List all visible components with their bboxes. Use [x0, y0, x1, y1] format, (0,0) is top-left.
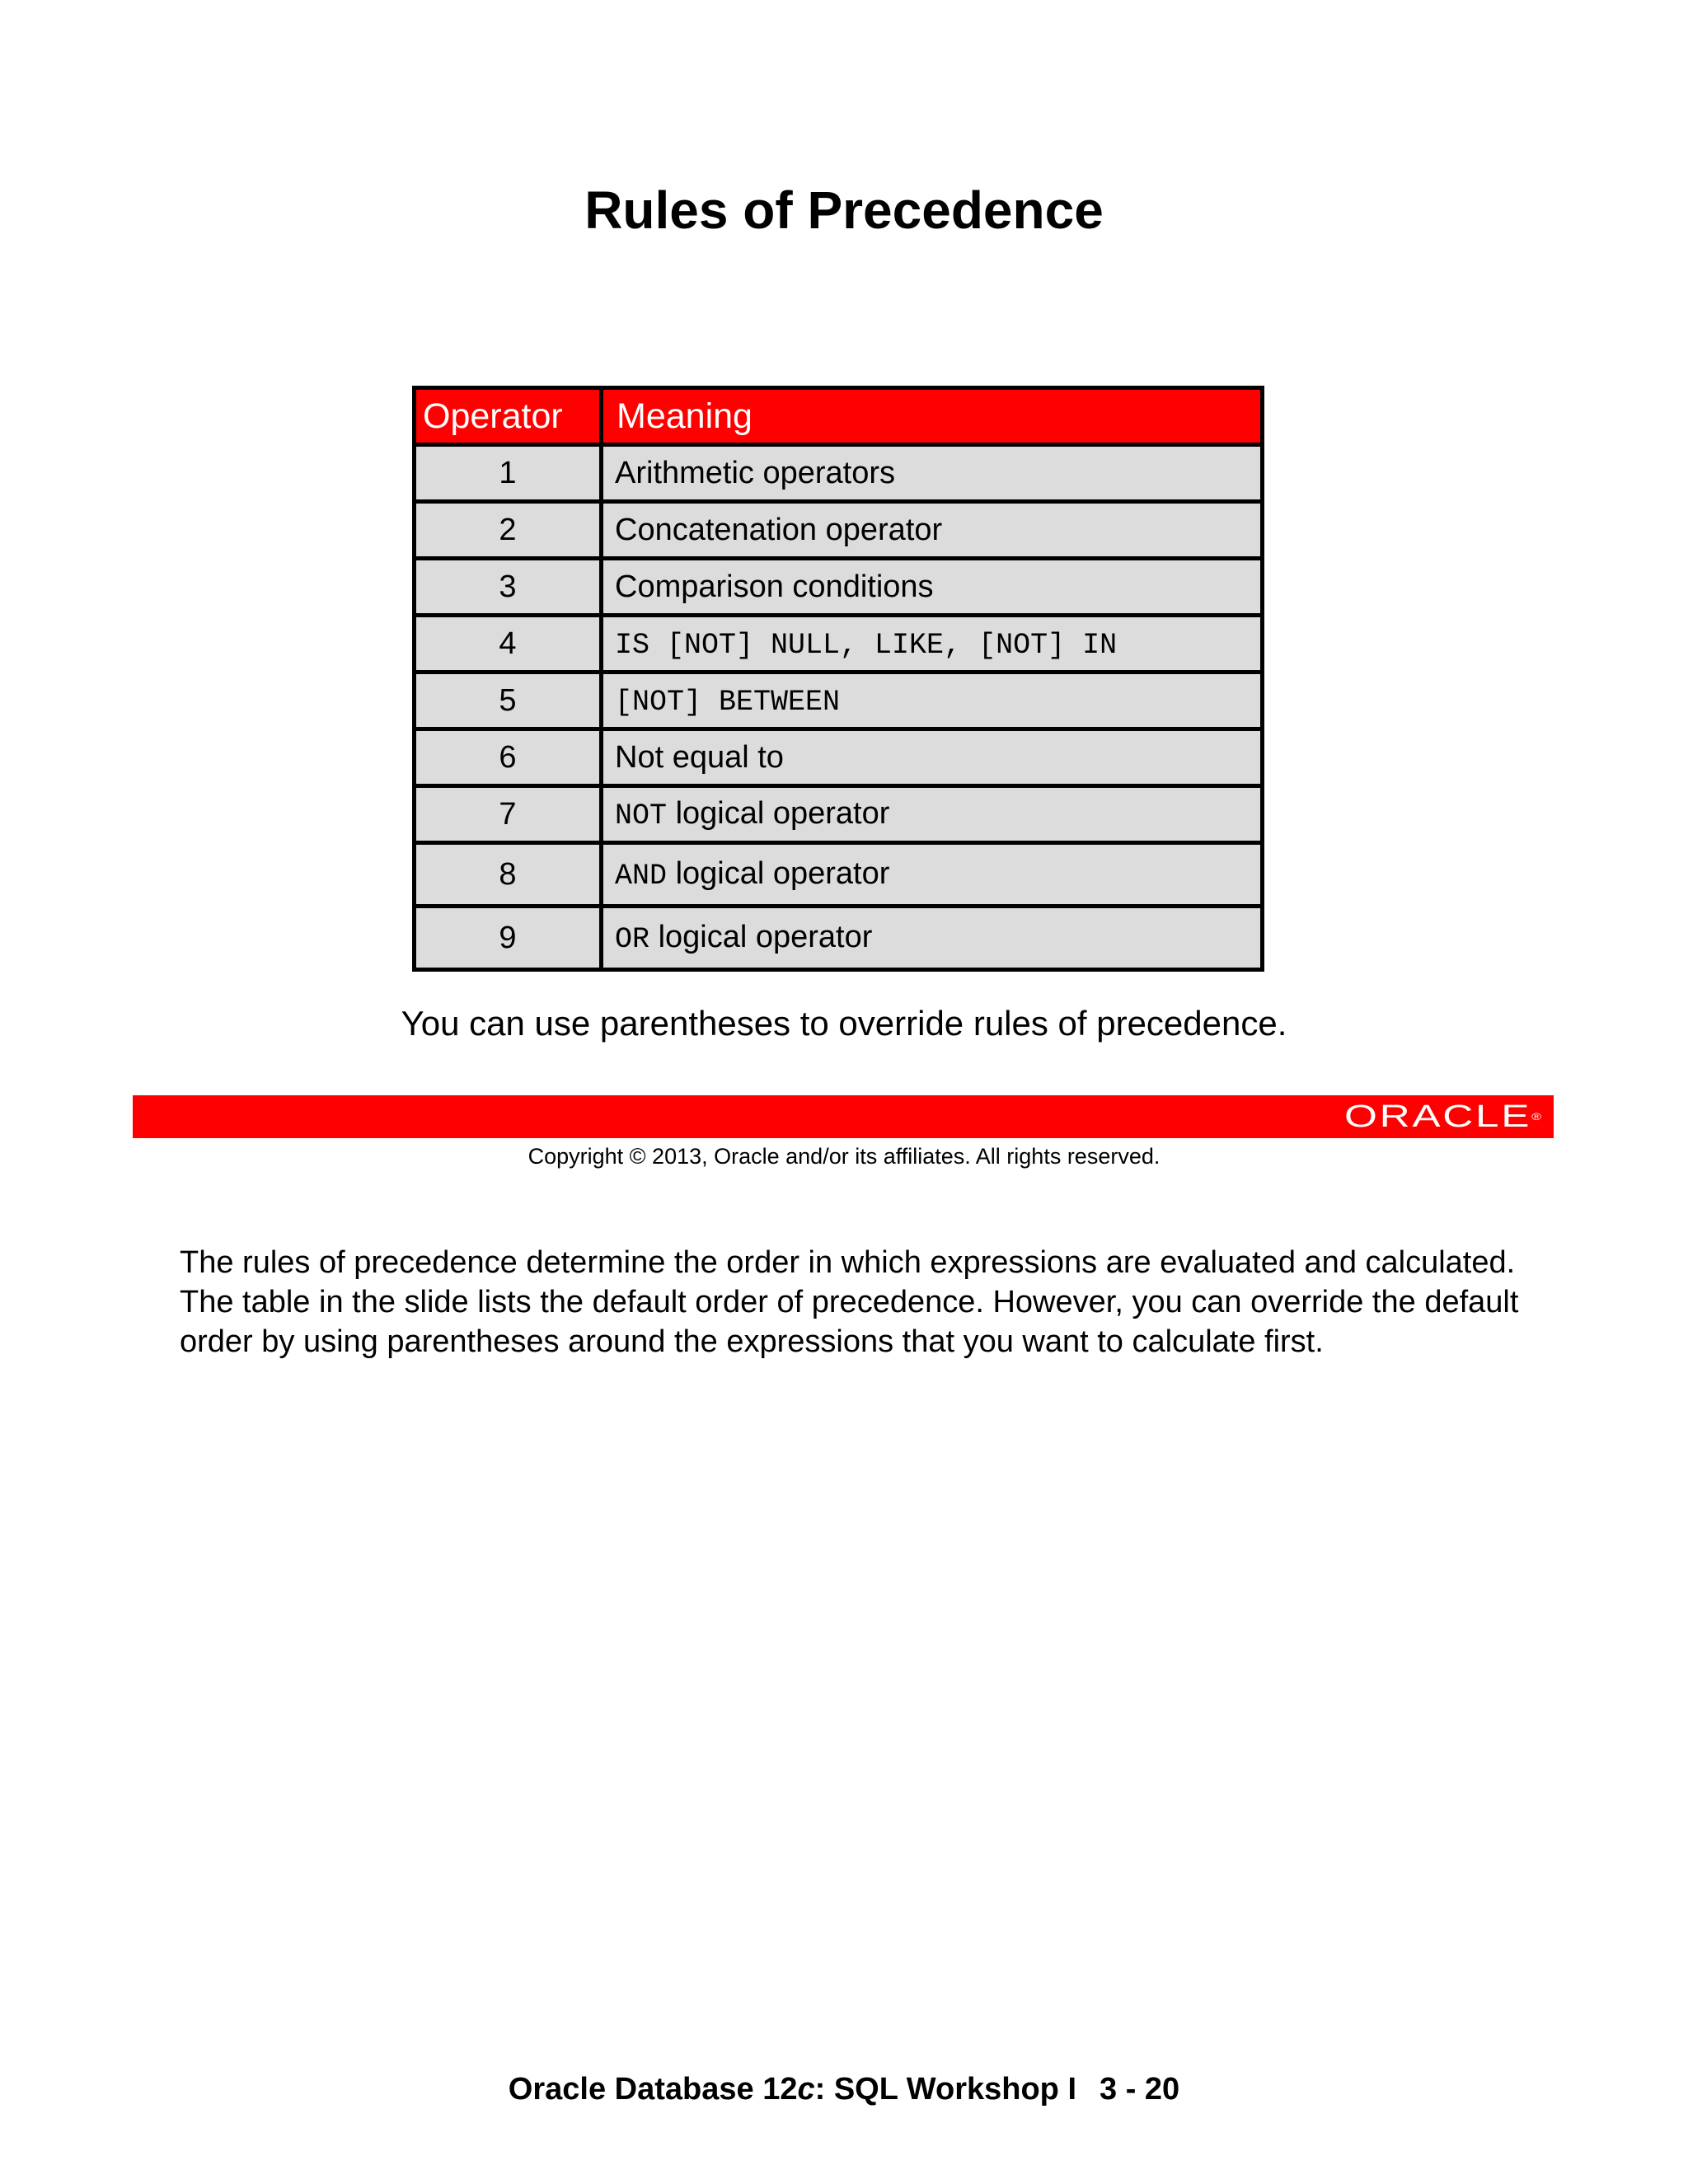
operator-rank: 6 — [415, 729, 602, 786]
page-number: 3 - 20 — [1100, 2072, 1180, 2107]
operator-rank: 1 — [415, 445, 602, 502]
table-row — [415, 673, 1263, 729]
operator-meaning — [602, 559, 1263, 616]
header-meaning: Meaning — [602, 388, 1263, 445]
table-row — [415, 616, 1263, 673]
operator-meaning — [602, 673, 1263, 729]
meaning-text: logical operator — [667, 796, 890, 831]
meaning-text: Comparison conditions — [615, 569, 934, 604]
meaning-code: [NOT] BETWEEN — [615, 686, 841, 719]
precedence-table — [412, 386, 1264, 972]
meaning-code: OR — [615, 923, 650, 956]
table-row — [415, 445, 1263, 502]
table-row — [415, 907, 1263, 970]
header-operator: Operator — [415, 388, 602, 445]
slide-caption: You can use parentheses to override rules of precedence. — [401, 1004, 1287, 1043]
footer-italic: c — [797, 2072, 815, 2107]
table-row — [415, 729, 1263, 786]
oracle-logo: ORACLE® — [1343, 1099, 1541, 1134]
footer-prefix: Oracle Database 12 — [508, 2072, 798, 2107]
notes-paragraph: The rules of precedence determine the order in which expressions are evaluated and calculated. The table in the slide lists the default order of precedence. However, you can override the default order by using parentheses around the expressions that you want to calculate first. — [180, 1245, 1519, 1359]
operator-rank: 7 — [415, 786, 602, 843]
meaning-text: logical operator — [649, 920, 873, 954]
meaning-text: Arithmetic operators — [615, 455, 896, 490]
operator-rank: 9 — [415, 907, 602, 970]
table-header-row — [415, 388, 1263, 445]
operator-rank: 5 — [415, 673, 602, 729]
table-row — [415, 502, 1263, 559]
meaning-text: logical operator — [667, 856, 890, 891]
operator-rank: 2 — [415, 502, 602, 559]
operator-meaning — [602, 729, 1263, 786]
meaning-code: AND — [615, 860, 668, 893]
brand-band — [133, 1095, 1554, 1138]
meaning-text: Concatenation operator — [615, 512, 943, 547]
operator-rank: 3 — [415, 559, 602, 616]
operator-meaning — [602, 786, 1263, 843]
meaning-code: IS [NOT] NULL, LIKE, [NOT] IN — [615, 629, 1118, 662]
table-row — [415, 786, 1263, 843]
page-footer — [0, 2069, 1688, 2110]
copyright-notice: Copyright © 2013, Oracle and/or its affiliates. All rights reserved. — [528, 1144, 1160, 1169]
meaning-text: Not equal to — [615, 739, 784, 775]
operator-meaning — [602, 907, 1263, 970]
slide-title: Rules of Precedence — [584, 180, 1104, 240]
operator-meaning — [602, 445, 1263, 502]
operator-rank: 8 — [415, 843, 602, 907]
table-row — [415, 559, 1263, 616]
table-row — [415, 843, 1263, 907]
meaning-code: NOT — [615, 799, 668, 832]
operator-meaning — [602, 843, 1263, 907]
oracle-logo-text: ORACLE — [1343, 1099, 1532, 1134]
operator-rank: 4 — [415, 616, 602, 673]
footer-suffix: : SQL Workshop I — [814, 2072, 1077, 2107]
operator-meaning — [602, 616, 1263, 673]
operator-meaning — [602, 502, 1263, 559]
